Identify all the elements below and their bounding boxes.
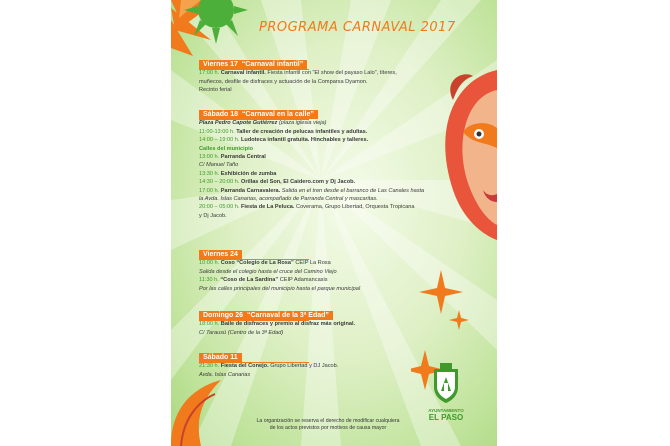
event-text: C/ Manuel Taño bbox=[199, 162, 239, 169]
event-lines bbox=[199, 320, 421, 337]
event-line bbox=[199, 170, 421, 178]
event-text: 17:00 h. bbox=[199, 187, 221, 194]
disclaimer-line-1: La organización se reserva el derecho de modificar cualquiera bbox=[256, 418, 400, 424]
event-line bbox=[199, 212, 421, 220]
event-text: la Avda. Islas Canarias, acompañado de Parranda Central y mascaritas. bbox=[199, 196, 378, 203]
event-text: C/ Tarausú (Centro de la 3ª Edad) bbox=[199, 329, 284, 336]
event-text: Carnaval infantil. bbox=[220, 70, 268, 77]
event-line bbox=[199, 78, 421, 86]
coat-of-arms-icon bbox=[431, 363, 461, 403]
event-text: 10:00 h. bbox=[199, 260, 221, 267]
section-sabado-18 bbox=[199, 110, 425, 220]
event-text: Fiesta del Conejo. bbox=[220, 363, 271, 370]
event-text: Salida desde el colegio hasta el cruce del Camino Viejo bbox=[199, 268, 337, 275]
event-line bbox=[199, 362, 421, 370]
event-text: Orillas del Son, El Caidero.com y Dj Jacob. bbox=[241, 179, 356, 186]
day-header bbox=[199, 353, 242, 362]
event-line bbox=[199, 128, 421, 136]
event-lines bbox=[199, 119, 425, 220]
event-line bbox=[199, 276, 421, 284]
event-text: 11:00-13:00 h. bbox=[199, 128, 237, 135]
event-text: 18:00 h. bbox=[199, 321, 221, 328]
header-underline bbox=[199, 362, 309, 363]
section-sabado-11 bbox=[199, 353, 421, 379]
event-text: Fiesta infantil con “El show del payaso Lalo”, títeres, bbox=[267, 70, 397, 77]
event-title: “Carnaval infantil” bbox=[241, 61, 304, 68]
day-header bbox=[199, 250, 242, 259]
event-text: Coso “Colegio de La Rosa” bbox=[220, 260, 296, 267]
day-label: Viernes 17 bbox=[203, 61, 238, 68]
event-text: Ludoteca infantil gratuita. Hinchables y talleres. bbox=[241, 137, 369, 144]
event-text: Exhibición de zumba bbox=[220, 170, 277, 177]
event-text: CEIP Adamancasis bbox=[279, 277, 328, 284]
event-text: Por las calles principales del municipio hasta el parque municipal bbox=[199, 285, 361, 292]
event-line bbox=[199, 268, 421, 276]
event-text: Grupo Libertad y DJ Jacob. bbox=[270, 363, 339, 370]
event-text: Salida en el tren desde el barranco de Las Canales hasta bbox=[281, 187, 425, 194]
event-text: Fiesta de La Peluca. bbox=[241, 204, 297, 211]
event-lines bbox=[199, 69, 421, 94]
carnival-mask-illustration bbox=[433, 70, 497, 240]
event-text: Coverama, Grupo Libertad, Orquesta Tropicana bbox=[296, 204, 415, 211]
event-line bbox=[199, 195, 421, 203]
event-title: “Carnaval en la calle” bbox=[241, 111, 314, 118]
disclaimer-footer bbox=[243, 418, 413, 432]
disclaimer-line-2: de los actos previstos por motivos de causa mayor bbox=[269, 425, 387, 431]
event-lines bbox=[199, 259, 421, 293]
event-text: (plaza iglesia vieja) bbox=[278, 120, 327, 127]
event-text: Parranda Central bbox=[220, 154, 266, 161]
event-line bbox=[199, 153, 421, 161]
page-title: PROGRAMA CARNAVAL 2017 bbox=[259, 20, 456, 35]
event-line bbox=[199, 136, 421, 144]
event-text: 13:00 h. bbox=[199, 154, 221, 161]
event-line bbox=[199, 329, 421, 337]
event-title: “Carnaval de la 3ª Edad” bbox=[246, 312, 329, 319]
day-label: Sábado 11 bbox=[203, 354, 238, 361]
event-text: 17:00 h. bbox=[199, 70, 221, 77]
event-text: Plaza Pedro Capote Gutiérrez bbox=[199, 120, 279, 127]
town-hall-logo bbox=[419, 363, 473, 422]
event-text: 13:30 h. bbox=[199, 170, 221, 177]
section-viernes-17 bbox=[199, 60, 421, 95]
event-line bbox=[199, 203, 421, 211]
feather-bottom-decoration bbox=[171, 380, 231, 446]
logo-line-2: EL PASO bbox=[428, 413, 464, 422]
event-line bbox=[199, 187, 425, 195]
event-line bbox=[199, 86, 421, 94]
event-line bbox=[199, 285, 421, 293]
event-line bbox=[199, 69, 421, 77]
event-text: “Coso de La Sardina” bbox=[220, 277, 280, 284]
day-label: Domingo 26 bbox=[203, 312, 244, 319]
event-line bbox=[199, 119, 421, 127]
event-text: Taller de creación de pelucas infantiles y adultas. bbox=[236, 128, 368, 135]
day-header bbox=[199, 110, 318, 119]
event-text: muñecos, desfile de disfraces y actuación de la Comparsa Dyamon. bbox=[199, 78, 368, 85]
carnival-poster bbox=[171, 0, 497, 446]
event-text: 11:30 h. bbox=[199, 277, 221, 284]
event-text: y Dj Jacob. bbox=[199, 212, 227, 219]
event-line bbox=[199, 145, 421, 153]
event-lines bbox=[199, 362, 421, 379]
day-header bbox=[199, 60, 307, 69]
header-underline bbox=[199, 69, 309, 70]
event-text: Recinto ferial bbox=[199, 87, 232, 94]
event-text: Avda. Islas Canarias bbox=[199, 371, 251, 378]
section-viernes-24 bbox=[199, 250, 421, 293]
green-sun-decoration bbox=[176, 0, 256, 60]
event-text: Calles del municipio bbox=[199, 145, 254, 152]
event-line bbox=[199, 161, 421, 169]
header-underline bbox=[199, 119, 309, 120]
event-line bbox=[199, 178, 421, 186]
day-label: Sábado 18 bbox=[203, 111, 239, 118]
event-line bbox=[199, 371, 421, 379]
logo-line-1: AYUNTAMIENTO bbox=[428, 408, 464, 413]
day-label: Viernes 24 bbox=[203, 251, 238, 258]
section-domingo-26 bbox=[199, 311, 421, 337]
event-line bbox=[199, 320, 421, 328]
event-line bbox=[199, 259, 421, 267]
event-text: 21:30 h. bbox=[199, 363, 221, 370]
header-underline bbox=[199, 259, 309, 260]
header-underline bbox=[199, 320, 309, 321]
day-header bbox=[199, 311, 333, 320]
event-text: Parranda Carnavalera. bbox=[220, 187, 282, 194]
event-text: 14:00 – 19:00 h. bbox=[199, 137, 241, 144]
event-text: Baile de disfraces y premio al disfraz más original. bbox=[220, 321, 356, 328]
event-text: CEIP La Rosa bbox=[295, 260, 331, 267]
event-text: 20:00 – 05:00 h. bbox=[199, 204, 241, 211]
event-text: 14:30 – 20:00 h. bbox=[199, 179, 241, 186]
